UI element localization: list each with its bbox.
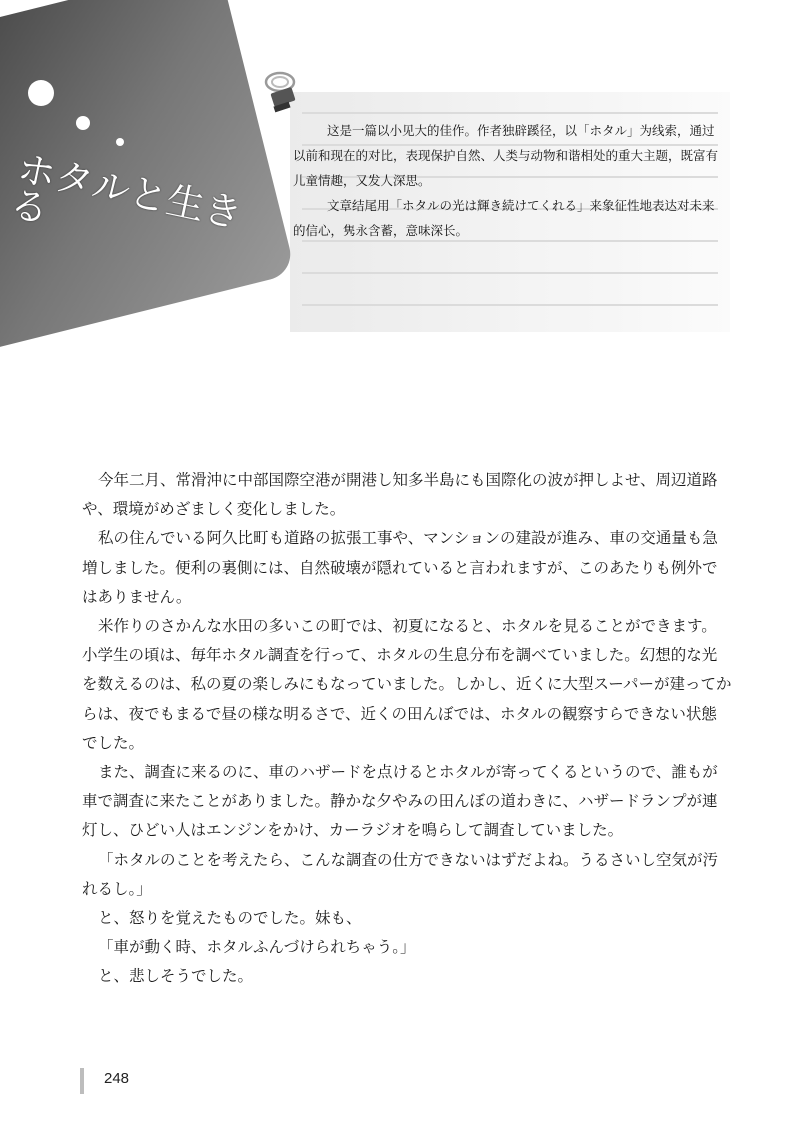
intro-paragraph: 这是一篇以小见大的佳作。作者独辟蹊径，以「ホタル」为线索，通过以前和现在的对比，表现保护自然、人类与动物和谐相处的重大主题，既富有儿童情趣，又发人深思。 bbox=[293, 123, 719, 188]
decorative-dot bbox=[116, 138, 124, 146]
body-paragraph: 「車が動く時、ホタルふんづけられちゃう。」 bbox=[98, 938, 416, 957]
intro-paragraph: 文章结尾用「ホタルの光は輝き続けてくれる」来象征性地表达对未来的信心，隽永含蓄，意味深长。 bbox=[293, 198, 715, 238]
body-paragraph: と、悲しそうでした。 bbox=[98, 967, 254, 986]
article-body bbox=[82, 466, 732, 992]
body-paragraph: 「ホタルのことを考えたら、こんな調査の仕方できないはずだよね。うるさいし空気が汚れるし。」 bbox=[82, 850, 719, 898]
body-paragraph: 私の住んでいる阿久比町も道路の拡張工事や、マンションの建設が進み、車の交通量も急増しました。便利の裏側には、自然破壊が隠れていると言われますが、このあたりも例外ではありません。 bbox=[82, 529, 718, 606]
decorative-dot bbox=[28, 80, 54, 106]
body-paragraph: また、調査に来るのに、車のハザードを点けるとホタルが寄ってくるというので、誰もが車で調査に来たことがありました。静かな夕やみの田んぼの道わきに、ハザードランプが連灯し、ひどい人はエンジンをかけ、カーラジオを鳴らして調査していました。 bbox=[82, 763, 718, 840]
page-marker-bar bbox=[80, 1068, 84, 1094]
page-number: 248 bbox=[104, 1070, 130, 1087]
body-paragraph: 米作りのさかんな水田の多いこの町では、初夏になると、ホタルを見ることができます。小学生の頃は、毎年ホタル調査を行って、ホタルの生息分布を調べていました。幻想的な光を数えるのは、私の夏の楽しみにもなっていました。しかし、近くに大型スーパーが建ってからは、夜でもまるで昼の様な明るさで、近くの田んぼでは、ホタルの観察すらできない状態でした。 bbox=[82, 617, 732, 752]
page-title: ホタルと生きる bbox=[6, 146, 246, 237]
intro-summary bbox=[293, 118, 723, 243]
body-paragraph: 今年二月、常滑沖に中部国際空港が開港し知多半島にも国際化の波が押しよせ、周辺道路や、環境がめざましく変化しました。 bbox=[82, 471, 718, 519]
body-paragraph: と、怒りを覚えたものでした。妹も、 bbox=[98, 909, 362, 928]
decorative-dot bbox=[76, 116, 90, 130]
paper-clip-icon bbox=[258, 68, 302, 120]
